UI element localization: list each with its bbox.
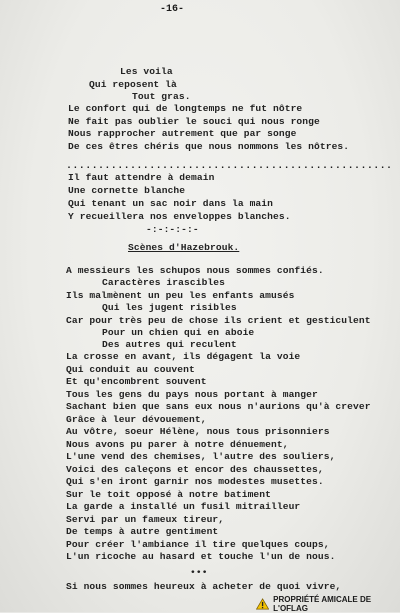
text-line: Qui reposent là (89, 79, 177, 90)
text-line: La crosse en avant, ils dégagent la voie (66, 351, 301, 362)
text-line: Une cornette blanche (68, 185, 186, 196)
text-line: Y recueillera nos enveloppes blanches. (68, 211, 291, 222)
text-line: Qui s'en iront garnir nos modestes musettes. (66, 476, 324, 487)
text-line: Pour créer l'ambiance il tire quelques coups, (66, 539, 330, 550)
text-line: A messieurs les schupos nous sommes confiés. (66, 265, 324, 276)
text-line: Sachant bien que sans eux nous n'aurions qu'à crever (66, 401, 371, 412)
separator-line: ................................................... (66, 161, 393, 172)
text-line: Qui tenant un sac noir dans la main (68, 198, 274, 209)
ownership-stamp (256, 597, 400, 611)
text-line: Qui les jugent risibles (102, 302, 237, 313)
text-line: De temps à autre gentiment (66, 526, 219, 537)
text-line: Car pour très peu de chose ils crient et gesticulent (66, 315, 371, 326)
text-line: L'une vend des chemises, l'autre des souliers, (66, 451, 336, 462)
text-line: Grâce à leur dévouement, (66, 414, 207, 425)
text-line: Ne fait pas oublier le souci qui nous ronge (68, 116, 320, 127)
text-line: Des autres qui reculent (102, 339, 237, 350)
text-line: Le confort qui de longtemps ne fut nôtre (68, 103, 303, 114)
text-line: Caractères irascibles (102, 277, 226, 288)
text-line: Au vôtre, soeur Hélène, nous tous prisonniers (66, 426, 330, 437)
text-line: Pour un chien qui en aboie (102, 327, 255, 338)
text-line: Tous les gens du pays nous portant à manger (66, 389, 318, 400)
text-line: Voici des caleçons et encor des chaussettes, (66, 464, 324, 475)
text-line: Qui conduit au couvent (66, 364, 195, 375)
section-title: Scènes d'Hazebrouk. (128, 242, 240, 253)
text-line: Et qu'encombrent souvent (66, 376, 207, 387)
divider-marks: ••• (190, 567, 208, 578)
page-number: -16- (160, 4, 185, 15)
ownership-text: PROPRIÉTÉ AMICALE DE L'OFLAG (273, 595, 372, 613)
warning-triangle-icon (256, 598, 269, 610)
text-line: Sur le toit opposé à notre batiment (66, 489, 272, 500)
text-line: De ces êtres chéris que nous nommons les nôtres. (68, 141, 350, 152)
text-line: Il faut attendre à demain (68, 172, 215, 183)
text-line: Les voila (120, 66, 173, 77)
text-line: Si nous sommes heureux à acheter de quoi vivre, (66, 581, 342, 592)
text-line: Tout gras. (132, 91, 191, 102)
divider-marks: -:-:-:-:- (146, 224, 199, 235)
text-line: Nous rapprocher autrement que par songe (68, 128, 297, 139)
text-line: Ils malmènent un peu les enfants amusés (66, 290, 295, 301)
text-line: L'un ricoche au hasard et touche l'un de nous. (66, 551, 336, 562)
text-line: Nous avons pu parer à notre dénuement, (66, 439, 289, 450)
text-line: La garde a installé un fusil mitrailleur (66, 501, 301, 512)
text-line: Servi par un fameux tireur, (66, 514, 225, 525)
